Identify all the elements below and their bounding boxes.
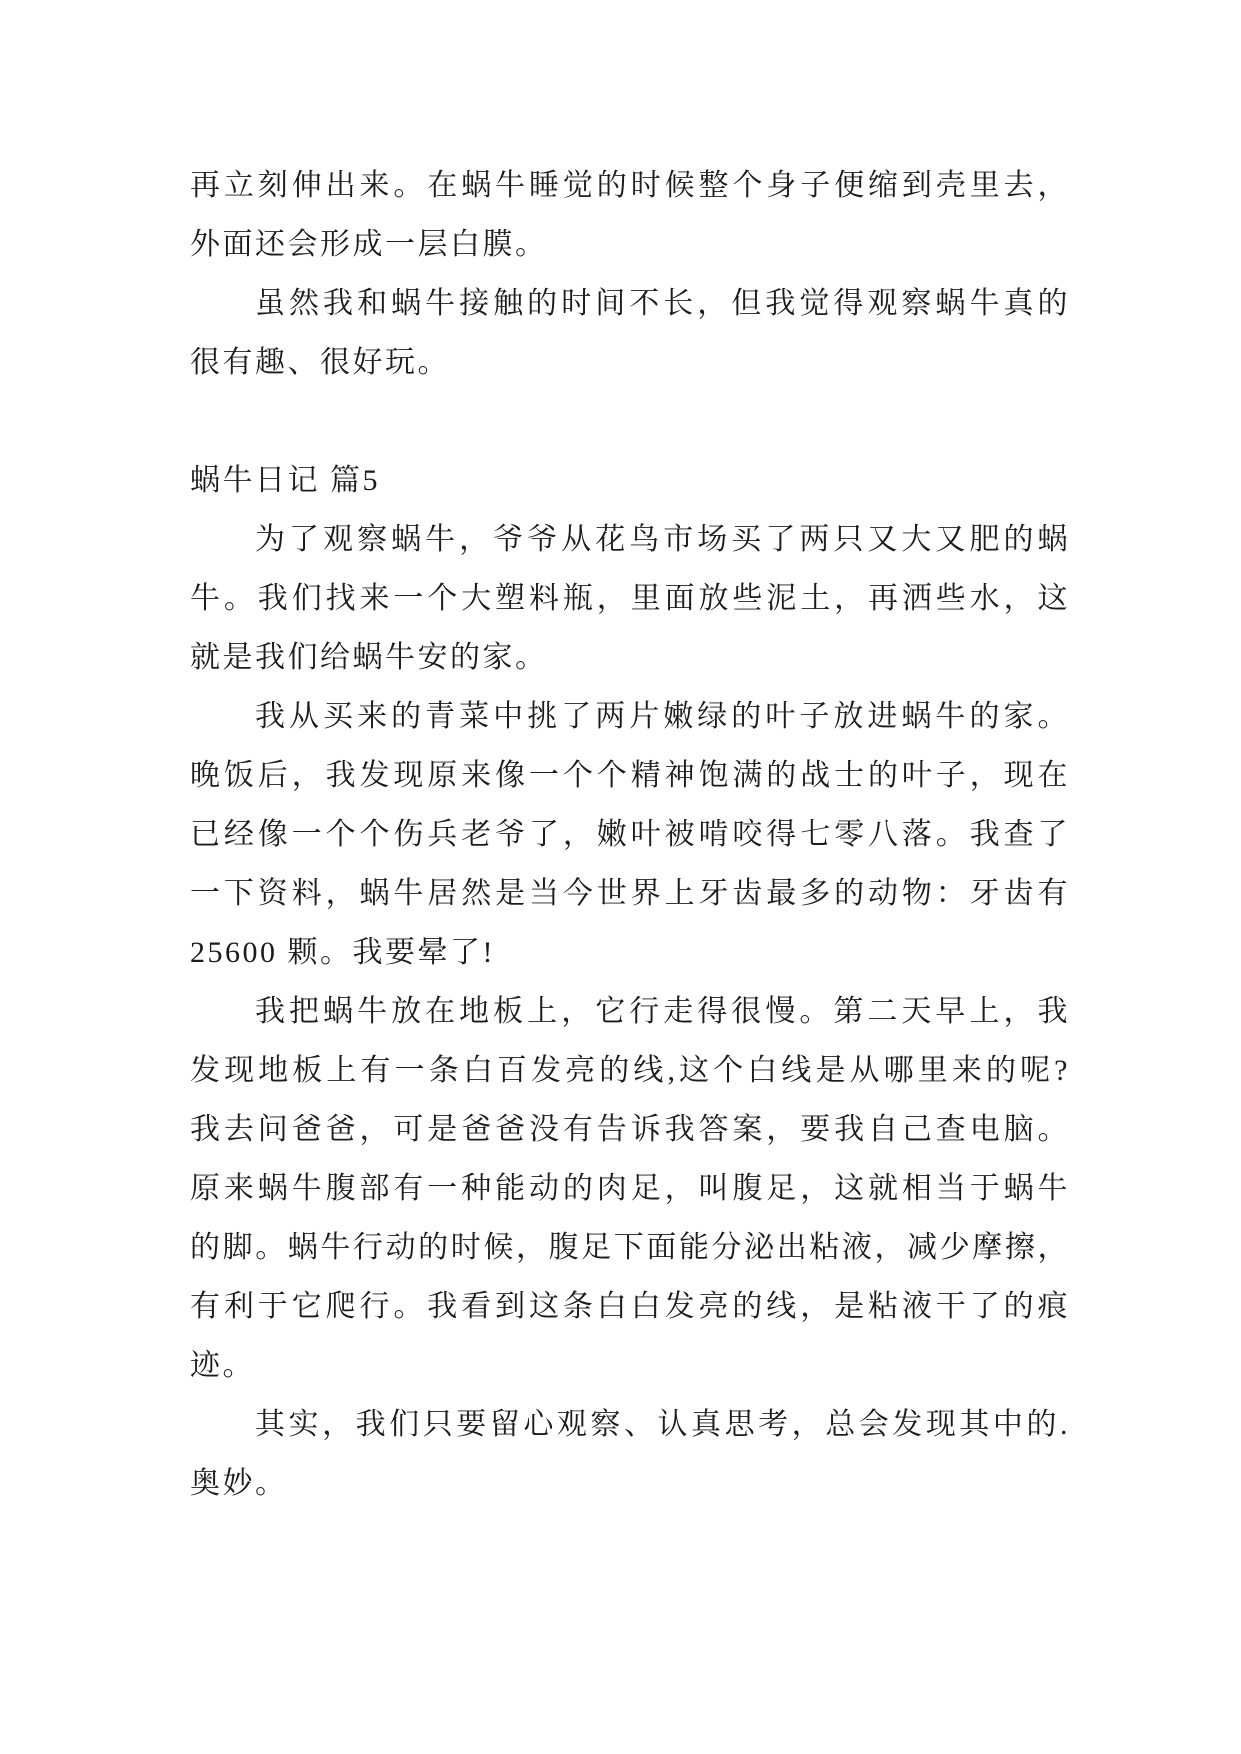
paragraph <box>190 1395 1070 1513</box>
text-line: 发现地板上有一条白百发亮的线,这个白线是从哪里来的呢? <box>190 1054 1070 1087</box>
document-body <box>190 156 1070 1513</box>
text-line: 外面还会形成一层白膜。 <box>190 228 548 261</box>
text-line: 晚饭后，我发现原来像一个个精神饱满的战士的叶子，现在 <box>190 759 1070 792</box>
text-line: 牛。我们找来一个大塑料瓶，里面放些泥土，再洒些水，这 <box>190 582 1070 615</box>
text-line: 虽然我和蜗牛接触的时间不长，但我觉得观察蜗牛真的 <box>255 287 1070 320</box>
text-line: 我从买来的青菜中挑了两片嫩绿的叶子放进蜗牛的家。 <box>255 700 1070 733</box>
text-line: 奥妙。 <box>190 1467 288 1500</box>
text-line: 我去问爸爸，可是爸爸没有告诉我答案，要我自己查电脑。 <box>190 1113 1070 1146</box>
paragraph <box>190 510 1070 687</box>
text-line: 已经像一个个伤兵老爷了，嫩叶被啃咬得七零八落。我查了 <box>190 818 1070 851</box>
text-line: 为了观察蜗牛，爷爷从花鸟市场买了两只又大又肥的蜗 <box>255 523 1070 556</box>
text-line: 就是我们给蜗牛安的家。 <box>190 641 548 674</box>
text-line: 的脚。蜗牛行动的时候，腹足下面能分泌出粘液，减少摩擦， <box>190 1231 1070 1264</box>
text-line: 有利于它爬行。我看到这条白白发亮的线，是粘液干了的痕 <box>190 1290 1070 1323</box>
text-line: 我把蜗牛放在地板上，它行走得很慢。第二天早上，我 <box>255 995 1070 1028</box>
text-line: 一下资料，蜗牛居然是当今世界上牙齿最多的动物：牙齿有 <box>190 877 1070 910</box>
paragraph <box>190 274 1070 392</box>
paragraph <box>190 687 1070 982</box>
text-line: 其实，我们只要留心观察、认真思考，总会发现其中的. <box>255 1408 1070 1441</box>
section-heading: 蜗牛日记 篇5 <box>190 464 380 497</box>
paragraph <box>190 156 1070 274</box>
text-line: 原来蜗牛腹部有一种能动的肉足，叫腹足，这就相当于蜗牛 <box>190 1172 1070 1205</box>
text-line: 很有趣、很好玩。 <box>190 346 450 379</box>
paragraph <box>190 982 1070 1395</box>
text-line: 迹。 <box>190 1349 255 1382</box>
text-line: 再立刻伸出来。在蜗牛睡觉的时候整个身子便缩到壳里去， <box>190 169 1070 202</box>
text-line: 25600 颗。我要晕了! <box>190 936 495 969</box>
